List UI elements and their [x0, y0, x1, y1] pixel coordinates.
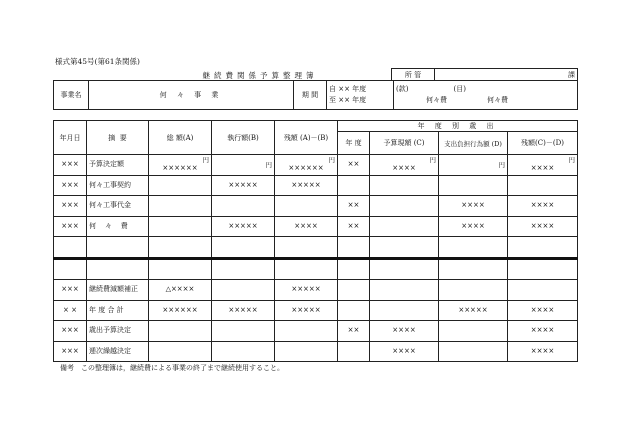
period-label: 期 間 — [294, 81, 327, 110]
cell-remaining — [275, 300, 338, 321]
cell-committed — [439, 196, 508, 217]
cell-total — [149, 175, 212, 196]
cell-value: ××× — [61, 326, 79, 335]
cell-summary — [87, 258, 149, 280]
cell-value: ×× — [347, 326, 360, 335]
cell-value: ×× — [347, 201, 360, 210]
cell-value: ××××× — [458, 305, 488, 314]
cell-date — [54, 341, 87, 362]
cell-total — [149, 196, 212, 217]
cell-budget — [370, 280, 439, 301]
cell-remaining — [275, 237, 338, 259]
cell-total — [149, 341, 212, 362]
period-from: 自 ×× 年度 — [329, 85, 367, 93]
unit-label: 円 — [328, 156, 335, 165]
cell-balance — [508, 216, 578, 237]
cell-value: ××× — [61, 201, 79, 210]
cell-remaining — [275, 155, 338, 176]
table-row — [54, 237, 578, 259]
cell-summary — [87, 216, 149, 237]
table-row — [54, 341, 578, 362]
cell-budget — [370, 237, 439, 259]
cell-committed — [439, 155, 508, 176]
cell-budget — [370, 216, 439, 237]
cell-budget — [370, 155, 439, 176]
cell-value: ××××× — [291, 305, 321, 314]
unit-label: 円 — [429, 156, 436, 165]
cell-committed — [439, 300, 508, 321]
cell-committed — [439, 280, 508, 301]
cell-budget — [370, 175, 439, 196]
cell-value: ×××××× — [288, 164, 324, 173]
cell-value: 何々工事代金 — [89, 201, 131, 210]
unit-label: 円 — [568, 156, 575, 165]
cell-value: ×××× — [461, 221, 485, 230]
cost-2: 何々費 — [487, 96, 508, 104]
cell-value: ××× — [61, 285, 79, 294]
cell-value: ××××× — [228, 221, 258, 230]
cell-committed — [439, 237, 508, 259]
cell-budget — [370, 300, 439, 321]
cell-summary — [87, 237, 149, 259]
cell-remaining — [275, 321, 338, 342]
cell-value: ××××× — [291, 180, 321, 189]
unit-label: 円 — [498, 160, 505, 169]
footnote: 備考 この整理簿は，継続費による事業の終了まで継続使用すること。 — [60, 364, 284, 372]
col-committed: 支出負担行為額 (D) — [439, 132, 508, 155]
cell-value: × × — [63, 305, 77, 314]
cell-value: ×× — [347, 221, 360, 230]
cell-date — [54, 196, 87, 217]
dept-label: 所 管 — [392, 69, 435, 81]
period-value — [327, 81, 394, 110]
cell-value: ×××× — [392, 164, 416, 173]
cell-date — [54, 258, 87, 280]
cell-executed — [212, 300, 275, 321]
account-block — [394, 81, 578, 110]
cell-executed — [212, 196, 275, 217]
cell-remaining — [275, 175, 338, 196]
cost-1: 何々費 — [426, 96, 447, 104]
table-row — [54, 280, 578, 301]
cell-year — [338, 216, 370, 237]
cell-value: 何 々 費 — [89, 221, 128, 230]
cell-year — [338, 280, 370, 301]
dept-suffix: 課 — [568, 70, 575, 79]
cell-value: ××××× — [291, 285, 321, 294]
cell-executed — [212, 237, 275, 259]
cell-value: ××× — [61, 346, 79, 355]
cell-executed — [212, 175, 275, 196]
cell-committed — [439, 216, 508, 237]
cell-total — [149, 300, 212, 321]
cell-committed — [439, 175, 508, 196]
cell-value: ×××× — [294, 221, 318, 230]
form-number: 様式第45号(第61条関係) — [55, 57, 140, 66]
kan-label: (款) — [396, 85, 409, 93]
cell-value: ×× — [347, 160, 360, 169]
project-value: 何 々 事 業 — [89, 81, 294, 110]
cell-year — [338, 196, 370, 217]
cell-summary — [87, 280, 149, 301]
project-label: 事業名 — [54, 81, 89, 110]
cell-value: 歳出予算決定 — [89, 326, 131, 335]
cell-value: ××× — [61, 160, 79, 169]
cell-summary — [87, 300, 149, 321]
table-row — [54, 300, 578, 321]
cell-summary — [87, 321, 149, 342]
col-summary: 摘 要 — [87, 121, 149, 155]
cell-value: △×××× — [165, 285, 195, 294]
unit-label: 円 — [265, 160, 272, 169]
unit-label: 円 — [202, 156, 209, 165]
cell-executed — [212, 280, 275, 301]
cell-executed — [212, 321, 275, 342]
cell-executed — [212, 155, 275, 176]
cell-remaining — [275, 280, 338, 301]
cell-date — [54, 280, 87, 301]
cell-balance — [508, 321, 578, 342]
period-to: 至 ×× 年度 — [329, 96, 367, 104]
cell-year — [338, 300, 370, 321]
cell-budget — [370, 341, 439, 362]
col-remaining: 残額 (A)－(B) — [275, 121, 338, 155]
cell-balance — [508, 155, 578, 176]
col-date: 年月日 — [54, 121, 87, 155]
cell-year — [338, 237, 370, 259]
cell-year — [338, 321, 370, 342]
col-total: 総 額(A) — [149, 121, 212, 155]
cell-committed — [439, 341, 508, 362]
cell-balance — [508, 280, 578, 301]
cell-balance — [508, 300, 578, 321]
col-yearly: 年 度 別 歳 出 — [338, 121, 578, 132]
cell-budget — [370, 321, 439, 342]
cell-remaining — [275, 341, 338, 362]
cell-value: ×××× — [461, 201, 485, 210]
cell-remaining — [275, 196, 338, 217]
cell-balance — [508, 196, 578, 217]
table-row — [54, 175, 578, 196]
cell-value: ×××××× — [162, 305, 198, 314]
cell-summary — [87, 175, 149, 196]
cell-total — [149, 216, 212, 237]
cell-value: ×××× — [530, 326, 555, 335]
cell-year — [338, 258, 370, 280]
cell-value: 年 度 合 計 — [89, 305, 124, 314]
cell-total — [149, 237, 212, 259]
dept-field — [435, 69, 578, 81]
cell-remaining — [275, 216, 338, 237]
cell-date — [54, 175, 87, 196]
cell-value: 継続費減額補正 — [89, 285, 138, 294]
cell-summary — [87, 155, 149, 176]
cell-total — [149, 321, 212, 342]
cell-value: ×××× — [392, 326, 416, 335]
cell-value: ×××× — [530, 305, 555, 314]
cell-year — [338, 175, 370, 196]
cell-executed — [212, 258, 275, 280]
cell-value: ××××× — [228, 305, 258, 314]
cell-year — [338, 155, 370, 176]
cell-date — [54, 321, 87, 342]
col-year: 年 度 — [338, 132, 370, 155]
table-row — [54, 196, 578, 217]
cell-total — [149, 155, 212, 176]
cell-date — [54, 237, 87, 259]
cell-value: ×××× — [530, 201, 555, 210]
cell-balance — [508, 237, 578, 259]
table-row — [54, 216, 578, 237]
cell-value: ×××× — [530, 221, 555, 230]
cell-value: ×××× — [530, 164, 555, 173]
ledger-table — [53, 120, 578, 362]
cell-value: 逓次繰越決定 — [89, 346, 131, 355]
cell-value: 予算決定額 — [89, 160, 124, 169]
cell-budget — [370, 196, 439, 217]
cell-executed — [212, 216, 275, 237]
cell-value: ×××××× — [162, 164, 198, 173]
ledger-title: 継続費関係予算整理簿 — [202, 71, 318, 80]
cell-balance — [508, 175, 578, 196]
col-balance: 残額(C)－(D) — [508, 132, 578, 155]
cell-value: ×××× — [392, 346, 416, 355]
table-row — [54, 321, 578, 342]
cell-value: ××× — [61, 180, 79, 189]
cell-budget — [370, 258, 439, 280]
cell-committed — [439, 321, 508, 342]
table-row — [54, 155, 578, 176]
cell-total — [149, 280, 212, 301]
cell-date — [54, 216, 87, 237]
cell-value: ××× — [61, 221, 79, 230]
cell-balance — [508, 341, 578, 362]
cell-value: ××××× — [228, 180, 258, 189]
cell-value: 何々工事契約 — [89, 180, 131, 189]
cell-balance — [508, 258, 578, 280]
cell-remaining — [275, 258, 338, 280]
cell-value: ×××× — [530, 346, 555, 355]
cell-committed — [439, 258, 508, 280]
project-header — [53, 80, 578, 110]
col-executed: 執行額(B) — [212, 121, 275, 155]
cell-summary — [87, 341, 149, 362]
cell-year — [338, 341, 370, 362]
cell-date — [54, 300, 87, 321]
table-row — [54, 258, 578, 280]
cell-summary — [87, 196, 149, 217]
moku-label: (目) — [453, 85, 466, 93]
cell-total — [149, 258, 212, 280]
cell-executed — [212, 341, 275, 362]
col-budget: 予算現額 (C) — [370, 132, 439, 155]
cell-date — [54, 155, 87, 176]
